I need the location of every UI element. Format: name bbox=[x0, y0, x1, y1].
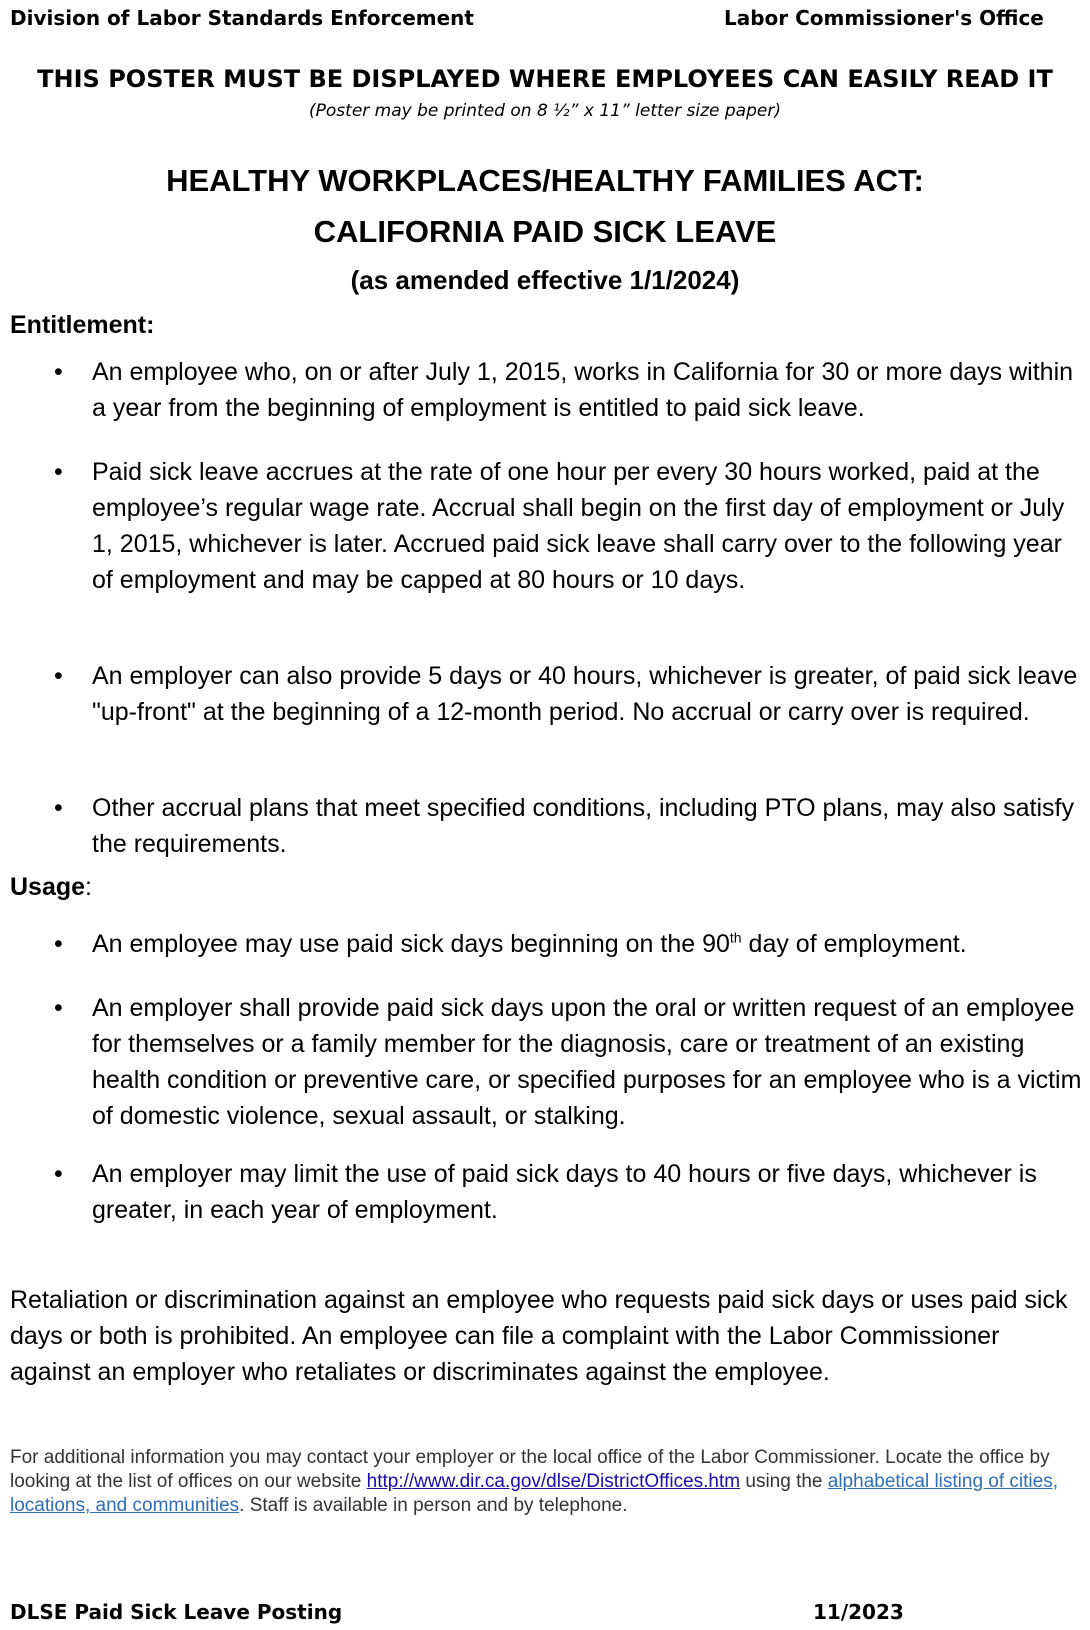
additional-info-middle: using the bbox=[740, 1471, 828, 1492]
footer-date: 11/2023 bbox=[813, 1600, 904, 1624]
amended-date: (as amended effective 1/1/2024) bbox=[350, 265, 740, 295]
usage-bullet-1-text: An employee may use paid sick days beginning on the 90 bbox=[92, 930, 730, 958]
entitlement-bullet-2: • Paid sick leave accrues at the rate of one hour per every 30 hours worked, paid at the employee’s regular wage rate. Accrual shall begin on the first day of employment or July 1, 2015, whichever is later. Accrued paid sick leave shall carry over to the following year of employment and may be capped at 80 hours or 10 days. bbox=[92, 454, 1088, 598]
entitlement-heading bbox=[10, 310, 154, 340]
usage-heading-text: Usage bbox=[10, 873, 86, 901]
header-division: Division of Labor Standards Enforcement bbox=[10, 6, 474, 30]
retaliation-paragraph: Retaliation or discrimination against an employee who requests paid sick days or uses paid sick days or both is prohibited. An employee can file a complaint with the Labor Commissioner against an employer who retaliates or discriminates against the employee. bbox=[10, 1286, 1068, 1386]
district-offices-link[interactable]: http://www.dir.ca.gov/dlse/DistrictOffices.htm bbox=[366, 1471, 741, 1492]
additional-info-paragraph bbox=[10, 1446, 1080, 1518]
entitlement-heading-text: Entitlement: bbox=[10, 311, 155, 339]
usage-bullet-1-end: day of employment. bbox=[741, 930, 967, 958]
header-office: Labor Commissioner's Office bbox=[724, 6, 1044, 30]
usage-bullet-2: • An employer shall provide paid sick days upon the oral or written request of an employee for themselves or a family member for the diagnosis, care or treatment of an existing health condition or preventive care, or specified purposes for an employee who is a victim of domestic violence, sexual assault, or stalking. bbox=[92, 990, 1088, 1134]
display-notice: THIS POSTER MUST BE DISPLAYED WHERE EMPLOYEES CAN EASILY READ IT bbox=[37, 65, 1053, 93]
print-size-note: (Poster may be printed on 8 ½” x 11” letter size paper) bbox=[309, 101, 781, 121]
additional-info-end: . Staff is available in person and by telephone. bbox=[239, 1495, 628, 1516]
usage-bullet-1 bbox=[92, 926, 1088, 962]
usage-heading-colon: : bbox=[85, 873, 92, 901]
alphabetical-listing-link[interactable]: alphabetical listing of cities, locations, and communities bbox=[10, 1471, 1059, 1516]
ordinal-suffix: th bbox=[729, 929, 742, 946]
additional-info-text: For additional information you may contact your employer or the local office of the Labor Commissioner. Locate the office by looking at the list of offices on our website bbox=[10, 1447, 1050, 1492]
title-line-1: HEALTHY WORKPLACES/HEALTHY FAMILIES ACT: bbox=[166, 163, 924, 198]
entitlement-bullet-3: • An employer can also provide 5 days or 40 hours, whichever is greater, of paid sick leave "up-front" at the beginning of a 12-month period. No accrual or carry over is required. bbox=[92, 658, 1088, 730]
usage-heading bbox=[10, 872, 92, 902]
usage-bullet-3: • An employer may limit the use of paid sick days to 40 hours or five days, whichever is greater, in each year of employment. bbox=[92, 1156, 1088, 1228]
entitlement-bullet-4: • Other accrual plans that meet specified conditions, including PTO plans, may also satisfy the requirements. bbox=[92, 790, 1088, 862]
title-line-2: CALIFORNIA PAID SICK LEAVE bbox=[313, 214, 777, 249]
entitlement-bullet-1: • An employee who, on or after July 1, 2015, works in California for 30 or more days within a year from the beginning of employment is entitled to paid sick leave. bbox=[92, 354, 1088, 426]
footer-posting-name: DLSE Paid Sick Leave Posting bbox=[10, 1600, 343, 1624]
